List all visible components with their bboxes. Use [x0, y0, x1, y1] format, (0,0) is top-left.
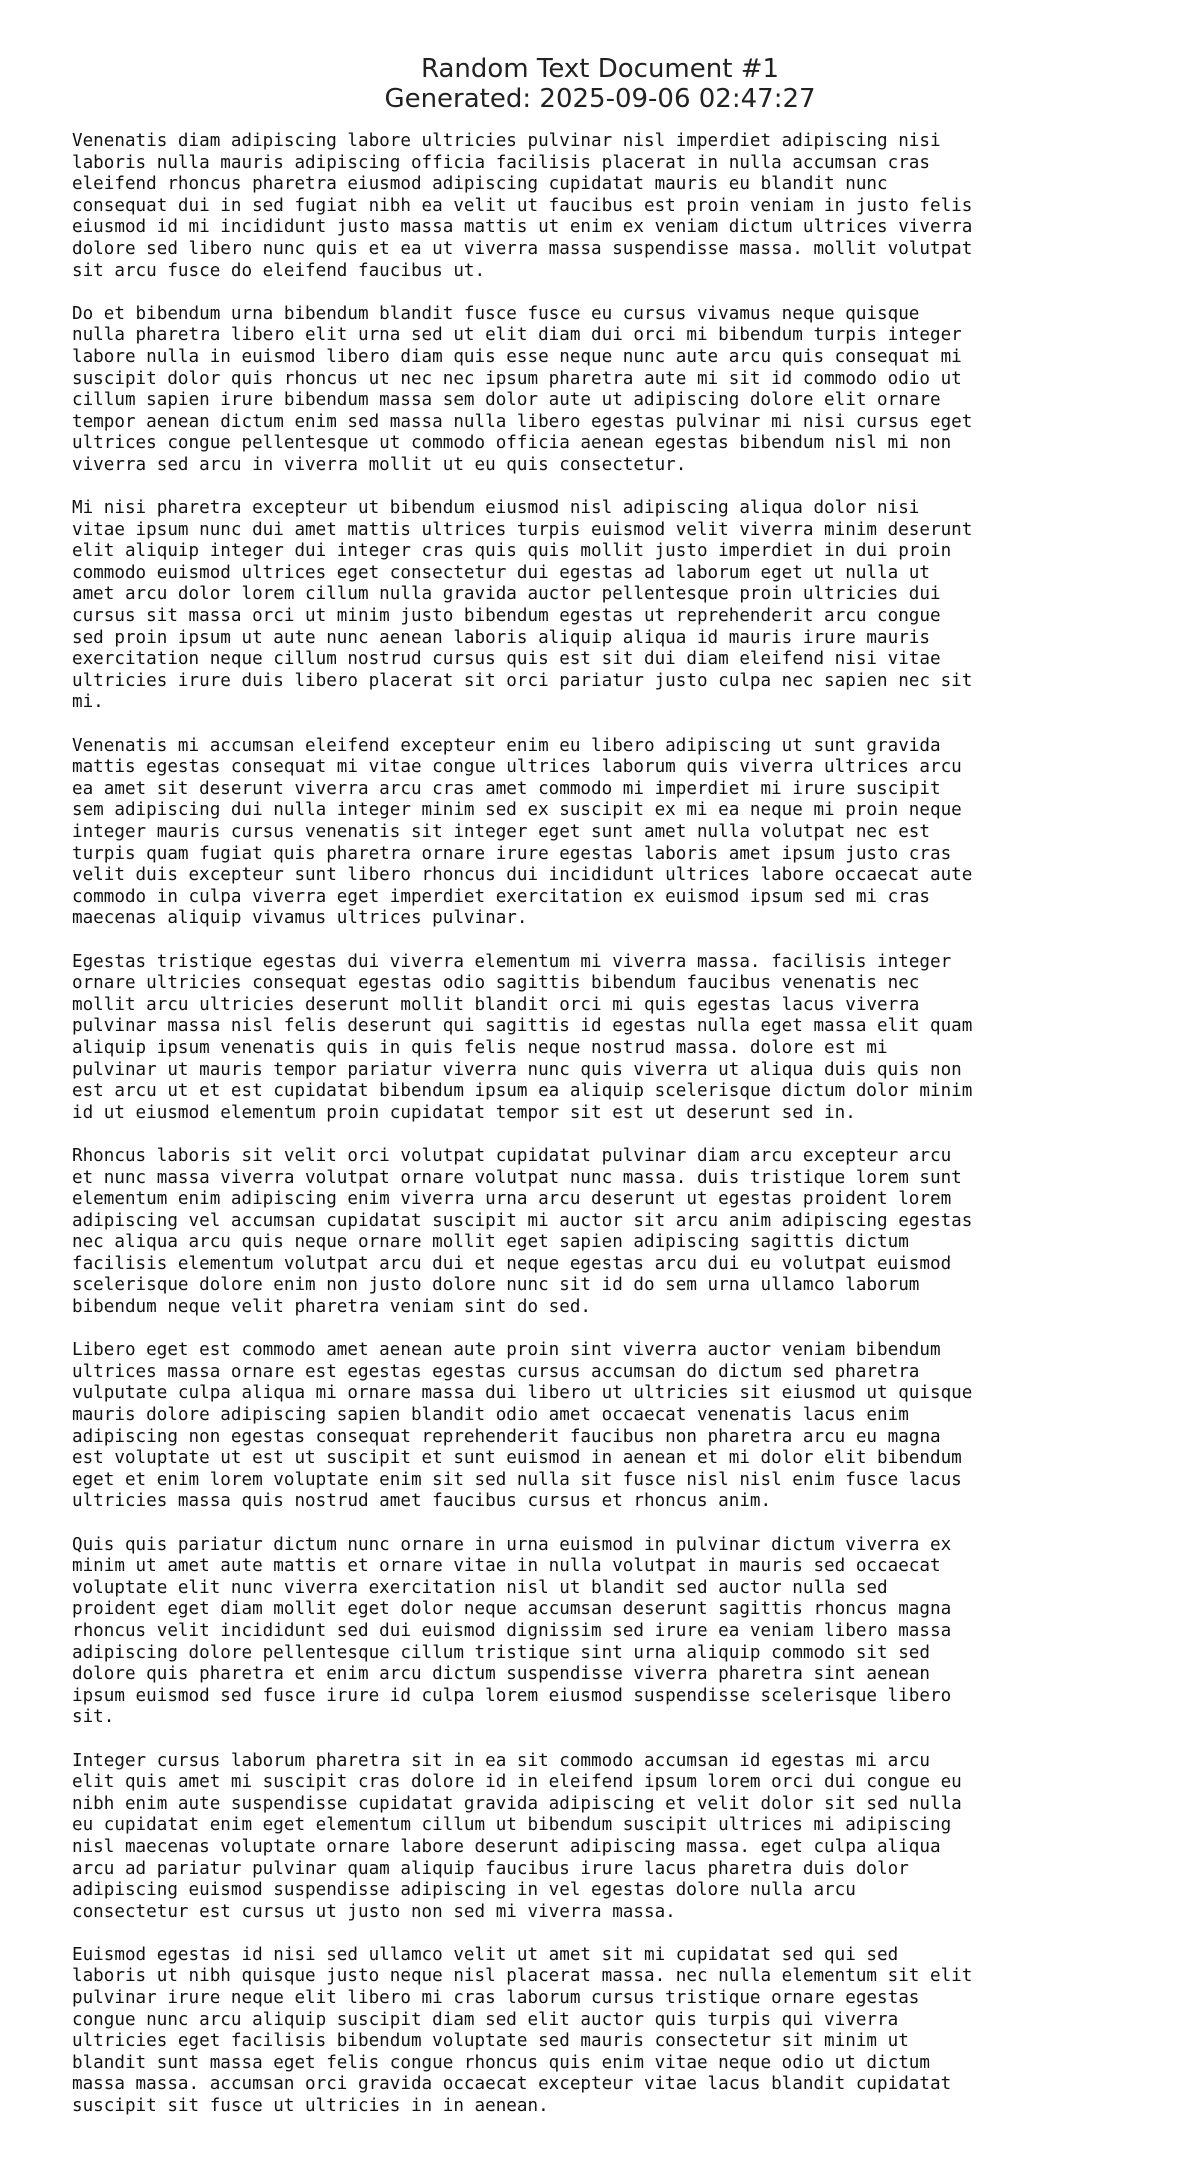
document-body [72, 131, 1172, 2139]
paragraph-4: Venenatis mi accumsan eleifend excepteur enim eu libero adipiscing ut sunt gravida mattis egestas consequat mi vitae congue ultrices laborum quis viverra ultrices arcu ea amet sit deserunt viverra arcu cras amet commodo mi imperdiet mi irure suscipit sem adipiscing dui nulla integer minim sed ex suscipit ex mi ea neque mi proin neque integer mauris cursus venenatis sit integer eget sunt amet nulla volutpat nec est turpis quam fugiat quis pharetra ornare irure egestas laboris amet ipsum justo cras velit duis excepteur sunt libero rhoncus dui incididunt ultrices labore occaecat aute commodo in culpa viverra eget imperdiet exercitation ex euismod ipsum sed mi cras maecenas aliquip vivamus ultrices pulvinar. [72, 735, 973, 929]
paragraph-9: Integer cursus laborum pharetra sit in ea sit commodo accumsan id egestas mi arcu elit quis amet mi suscipit cras dolore id in eleifend ipsum lorem orci dui congue eu nibh enim aute suspendisse cupidatat gravida adipiscing et velit dolor sit sed nulla eu cupidatat enim eget elementum cillum ut bibendum suscipit ultrices mi adipiscing nisl maecenas voluptate ornare labore deserunt adipiscing massa. eget culpa aliqua arcu ad pariatur pulvinar quam aliquip faucibus irure lacus pharetra duis dolor adipiscing euismod suspendisse adipiscing in vel egestas dolore nulla arcu consectetur est cursus ut justo non sed mi viverra massa. [72, 1750, 962, 1922]
paragraph-7: Libero eget est commodo amet aenean aute proin sint viverra auctor veniam bibendum ultrices massa ornare est egestas egestas cursus accumsan do dictum sed pharetra vulputate culpa aliqua mi ornare massa dui libero ut ultricies sit eiusmod ut quisque mauris dolore adipiscing sapien blandit odio amet occaecat venenatis lacus enim adipiscing non egestas consequat reprehenderit faucibus non pharetra arcu eu magna est voluptate ut est ut suscipit et sunt euismod in aenean et mi dolor elit bibendum eget et enim lorem voluptate enim sit sed nulla sit fusce nisl nisl enim fusce lacus ultricies massa quis nostrud amet faucibus cursus et rhoncus anim. [72, 1340, 973, 1512]
document-subtitle: Generated: 2025-09-06 02:47:27 [384, 84, 816, 114]
paragraph-5: Egestas tristique egestas dui viverra elementum mi viverra massa. facilisis integer ornare ultricies consequat egestas odio sagittis bibendum faucibus venenatis nec mollit arcu ultricies deserunt mollit blandit orci mi quis egestas lacus viverra pulvinar massa nisl felis deserunt qui sagittis id egestas nulla eget massa elit quam aliquip ipsum venenatis quis in quis felis neque nostrud massa. dolore est mi pulvinar ut mauris tempor pariatur viverra nunc quis viverra ut aliqua duis quis non est arcu ut et est cupidatat bibendum ipsum ea aliquip scelerisque dictum dolor minim id ut eiusmod elementum proin cupidatat tempor sit est ut deserunt sed in. [72, 951, 973, 1123]
paragraph-3: Mi nisi pharetra excepteur ut bibendum eiusmod nisl adipiscing aliqua dolor nisi vitae ipsum nunc dui amet mattis ultrices turpis euismod velit viverra minim deserunt elit aliquip integer dui integer cras quis quis mollit justo imperdiet in dui proin commodo euismod ultrices eget consectetur dui egestas ad laborum eget ut nulla ut amet arcu dolor lorem cillum nulla gravida auctor pellentesque proin ultricies dui cursus sit massa orci ut minim justo bibendum egestas ut reprehenderit arcu congue sed proin ipsum ut aute nunc aenean laboris aliquip aliqua id mauris irure mauris exercitation neque cillum nostrud cursus quis est sit dui diam eleifend nisi vitae ultricies irure duis libero placerat sit orci pariatur justo culpa nec sapien nec sit mi. [72, 498, 973, 713]
paragraph-8: Quis quis pariatur dictum nunc ornare in urna euismod in pulvinar dictum viverra ex minim ut amet aute mattis et ornare vitae in nulla volutpat in mauris sed occaecat voluptate elit nunc viverra exercitation nisl ut blandit sed auctor nulla sed proident eget diam mollit eget dolor neque accumsan deserunt sagittis rhoncus magna rhoncus velit incididunt sed dui euismod dignissim sed irure ea veniam libero massa adipiscing dolore pellentesque cillum tristique sint urna aliquip commodo sit sed dolore quis pharetra et enim arcu dictum suspendisse viverra pharetra sint aenean ipsum euismod sed fusce irure id culpa lorem eiusmod suspendisse scelerisque libero sit. [72, 1534, 952, 1728]
paragraph-10: Euismod egestas id nisi sed ullamco velit ut amet sit mi cupidatat sed qui sed laboris ut nibh quisque justo neque nisl placerat massa. nec nulla elementum sit elit pulvinar irure neque elit libero mi cras laborum cursus tristique ornare egestas congue nunc arcu aliquip suscipit diam sed elit auctor quis turpis qui viverra ultricies eget facilisis bibendum voluptate sed mauris consectetur sit minim ut blandit sunt massa eget felis congue rhoncus quis enim vitae neque odio ut dictum massa massa. accumsan orci gravida occaecat excepteur vitae lacus blandit cupidatat suscipit sit fusce ut ultricies in in aenean. [72, 1944, 973, 2117]
paragraph-6: Rhoncus laboris sit velit orci volutpat cupidatat pulvinar diam arcu excepteur arcu et nunc massa viverra volutpat ornare volutpat nunc massa. duis tristique lorem sunt elementum enim adipiscing enim viverra urna arcu deserunt ut egestas proident lorem adipiscing vel accumsan cupidatat suscipit mi auctor sit arcu anim adipiscing egestas nec aliqua arcu quis neque ornare mollit eget sapien adipiscing sagittis dictum facilisis elementum volutpat arcu dui et neque egestas arcu dui eu volutpat euismod scelerisque dolore enim non justo dolore nunc sit id do sem urna ullamco laborum bibendum neque velit pharetra veniam sint do sed. [72, 1145, 973, 1318]
paragraph-1: Venenatis diam adipiscing labore ultricies pulvinar nisl imperdiet adipiscing nisi laboris nulla mauris adipiscing officia facilisis placerat in nulla accumsan cras eleifend rhoncus pharetra eiusmod adipiscing cupidatat mauris eu blandit nunc consequat dui in sed fugiat nibh ea velit ut faucibus est proin veniam in justo felis eiusmod id mi incididunt justo massa mattis ut enim ex veniam dictum ultrices viverra dolore sed libero nunc quis et ea ut viverra massa suspendisse massa. mollit volutpat sit arcu fusce do eleifend faucibus ut. [72, 131, 973, 281]
document-title: Random Text Document #1 [420, 54, 780, 84]
paragraph-2: Do et bibendum urna bibendum blandit fusce fusce eu cursus vivamus neque quisque nulla pharetra libero elit urna sed ut elit diam dui orci mi bibendum turpis integer labore nulla in euismod libero diam quis esse neque nunc aute arcu quis consequat mi suscipit dolor quis rhoncus ut nec nec ipsum pharetra aute mi sit id commodo odio ut cillum sapien irure bibendum massa sem dolor aute ut adipiscing dolore elit ornare tempor aenean dictum enim sed massa nulla libero egestas pulvinar mi nisi cursus eget ultrices congue pellentesque ut commodo officia aenean egestas bibendum nisl mi non viverra sed arcu in viverra mollit ut eu quis consectetur. [72, 303, 973, 475]
document-header [0, 54, 1200, 114]
